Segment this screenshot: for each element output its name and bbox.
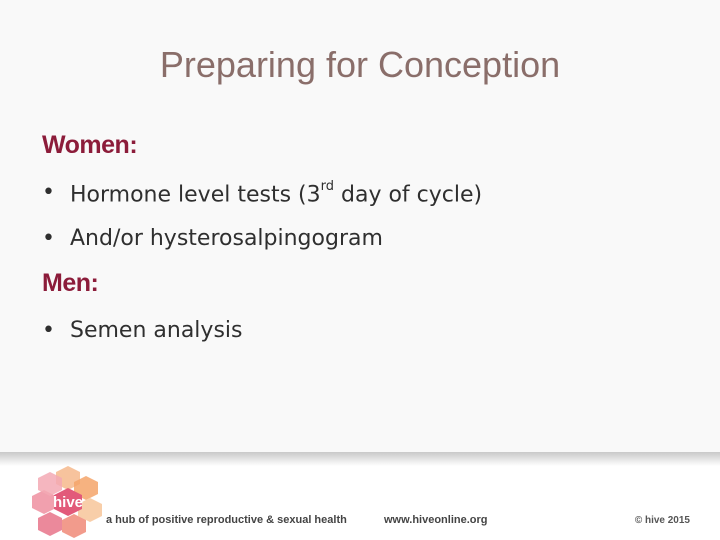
footer-copyright: © hive 2015: [634, 515, 690, 526]
bullet-icon: •: [42, 318, 55, 343]
bullet-icon: •: [42, 226, 55, 251]
men-heading: Men:: [42, 269, 99, 297]
list-item-text: And/or hysterosalpingogram: [70, 226, 383, 251]
footer-url: www.hiveonline.org: [384, 514, 488, 526]
footer: [0, 458, 720, 540]
svg-text:hive: hive: [52, 494, 84, 511]
slide-title: Preparing for Conception: [159, 44, 561, 85]
list-item: [42, 216, 682, 262]
slide-content: [42, 124, 682, 354]
list-item-text: Hormone level tests (3rd day of cycle): [70, 179, 483, 208]
list-item: [42, 308, 682, 354]
list-item: [42, 170, 682, 216]
hive-logo: [28, 464, 108, 538]
bullet-icon: •: [42, 180, 55, 205]
footer-tagline: a hub of positive reproductive & sexual health: [106, 514, 347, 526]
list-item-text: Semen analysis: [70, 318, 243, 343]
women-heading: Women:: [42, 131, 138, 159]
